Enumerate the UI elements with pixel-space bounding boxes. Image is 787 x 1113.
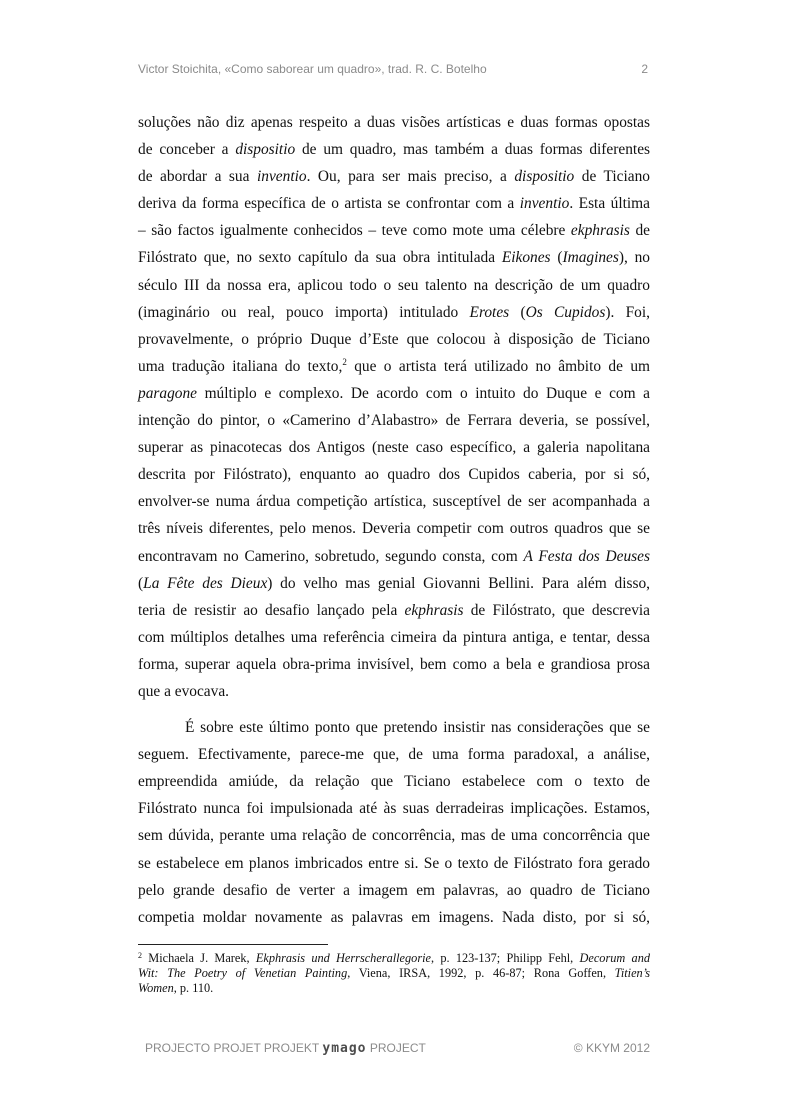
text-line: provavelmente, o próprio Duque d’Este que colocou à disposição de Ticiano <box>138 330 650 348</box>
text-line: superar as pinacotecas dos Antigos (neste caso específico, a galeria napolitana <box>138 439 650 457</box>
text-line: de conceber a dispositio de um quadro, mas também a duas formas diferentes <box>138 141 651 159</box>
text-line: É sobre este último ponto que pretendo insistir nas considerações que se <box>185 719 650 737</box>
text-line: século III da nossa era, aplicou todo o seu talento na descrição de um quadro <box>138 276 650 294</box>
text-line: empreendida amiúde, da relação que Ticiano estabelece com o texto de <box>138 773 650 791</box>
footnote-line: Women, p. 110. <box>138 981 214 996</box>
text-line: intenção do pintor, o «Camerino d’Alabastro» de Ferrara deveria, se possível, <box>138 412 650 430</box>
text-line: forma, superar aquela obra-prima invisível, bem como a bela e grandiosa prosa <box>138 655 650 673</box>
text-line: teria de resistir ao desafio lançado pela ekphrasis de Filóstrato, que descrevia <box>138 601 651 619</box>
ymago-logo: ymago <box>322 1041 367 1056</box>
text-line: – são factos igualmente conhecidos – teve como mote uma célebre ekphrasis de <box>138 222 650 240</box>
text-line: (imaginário ou real, pouco importa) intitulado Erotes (Os Cupidos). Foi, <box>138 303 651 321</box>
body-text <box>138 109 650 931</box>
text-line: uma tradução italiana do texto,$^2$ que o artista terá utilizado no âmbito de um <box>138 356 650 375</box>
text-line: deriva da forma específica de o artista se confrontar com a inventio. Esta última <box>138 195 650 213</box>
text-line: que a evocava. <box>138 682 230 700</box>
text-line: descrita por Filóstrato), enquanto ao quadro dos Cupidos caberia, por si só, <box>138 466 650 484</box>
text-line: três níveis diferentes, pelo menos. Deveria competir com outros quadros que se <box>138 520 650 538</box>
text-line: paragone múltiplo e complexo. De acordo com o intuito do Duque e com a <box>138 384 650 402</box>
footnote-ref: 2 <box>342 356 347 367</box>
text-line: sem dúvida, perante uma relação de concorrência, mas de uma concorrência que <box>138 827 650 845</box>
text-line: competia moldar novamente as palavras em imagens. Nada disto, por si só, <box>138 908 650 926</box>
page-number: 2 <box>641 62 648 76</box>
text-line: se estabelece em planos imbricados entre si. Se o texto de Filóstrato fora gerado <box>138 854 650 872</box>
text-line: pelo grande desafio de verter a imagem em palavras, ao quadro de Ticiano <box>138 881 650 899</box>
footnote-line: Wit: The Poetry of Venetian Painting, Viena, IRSA, 1992, p. 46-87; Rona Goffen, Titien’s <box>138 966 650 981</box>
text-line: Filóstrato nunca foi impulsionada até às suas derradeiras implicações. Estamos, <box>138 800 650 818</box>
text-line: (La Fête des Dieux) do velho mas genial Giovanni Bellini. Para além disso, <box>138 574 650 592</box>
running-header <box>138 62 650 80</box>
footnote-divider <box>138 944 328 945</box>
footnote <box>138 951 650 997</box>
footer-project: PROJECTO PROJET PROJEKT ymago PROJECT <box>145 1041 426 1056</box>
text-line: soluções não diz apenas respeito a duas visões artísticas e duas formas opostas <box>138 114 650 131</box>
footnote-line: $^2$ Michaela J. Marek, Ekphrasis und Herrscherallegorie, p. 123-137; Philipp Fehl, Decorum and <box>138 951 650 965</box>
text-line: de abordar a sua inventio. Ou, para ser mais preciso, a dispositio de Ticiano <box>138 168 650 186</box>
footnote-number: 2 <box>138 951 142 960</box>
text-line: com múltiplos detalhes uma referência cimeira da pintura antiga, e tentar, dessa <box>138 628 650 646</box>
header-title: Victor Stoichita, «Como saborear um quadro», trad. R. C. Botelho <box>138 62 487 76</box>
text-line: Filóstrato que, no sexto capítulo da sua obra intitulada Eikones (Imagines), no <box>138 249 651 267</box>
text-line: envolver-se numa árdua competição artística, susceptível de ser acompanhada a <box>138 493 650 511</box>
page-footer <box>145 1041 650 1059</box>
footer-copyright: © KKYM 2012 <box>573 1041 650 1055</box>
text-line: seguem. Efectivamente, parece-me que, de uma forma paradoxal, a análise, <box>138 746 650 764</box>
text-line: encontravam no Camerino, sobretudo, segundo consta, com A Festa dos Deuses <box>138 547 650 565</box>
